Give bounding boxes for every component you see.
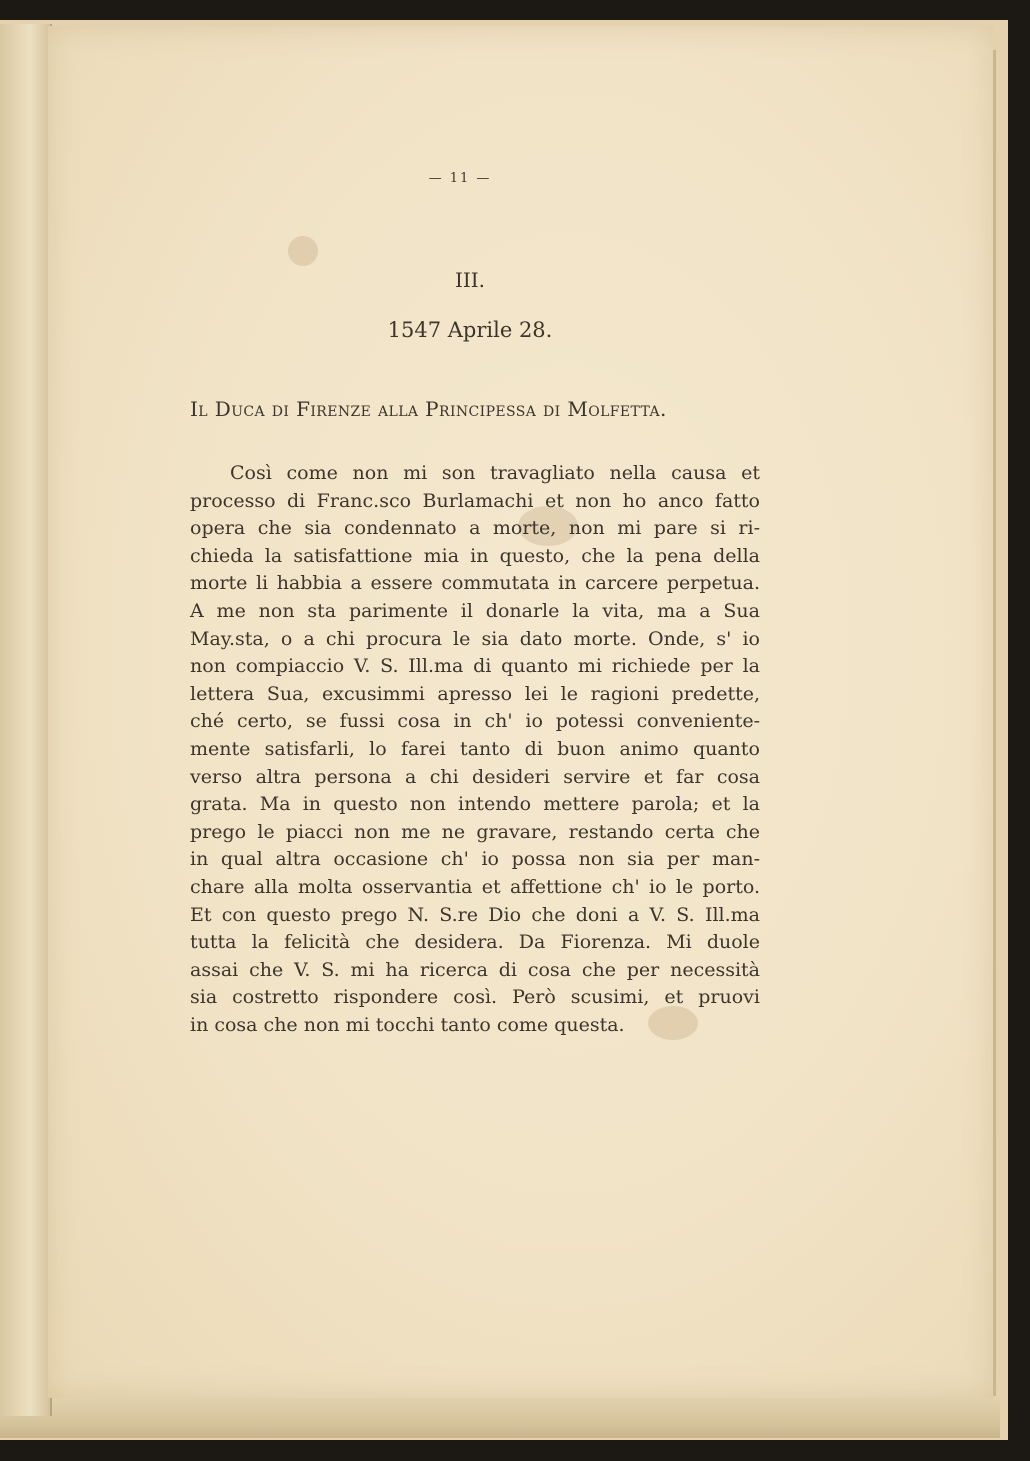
body-line: grata. Ma in questo non intendo mettere parola; et la [190,793,760,816]
body-line: in cosa che non mi tocchi tanto come questa. [190,1013,625,1036]
body-line: lettera Sua, excusimmi apresso lei le ragioni predette, [190,682,760,705]
page-bottom-edge [0,1396,1000,1438]
left-leaf-edge [0,24,52,1416]
body-line: May.sta, o a chi procura le sia dato morte. Onde, s' io [190,627,760,650]
body-line: ché certo, se fussi cosa in ch' io potessi conveniente- [190,710,760,733]
body-line: chieda la satisfattione mia in questo, che la pena della [190,544,760,567]
body-line: Così come non mi son travagliato nella causa et [230,462,760,484]
letter-date: 1547 Aprile 28. [387,318,553,342]
body-line: Et con questo prego N. S.re Dio che doni a V. S. Ill.ma [190,903,760,926]
letter-body [190,460,760,1039]
page-number: — 11 — [428,171,492,186]
body-line: in qual altra occasione ch' io possa non sia per man- [190,848,760,871]
letter-heading: Il Duca di Firenze alla Principessa di Molfetta. [190,397,667,421]
body-line: chare alla molta osservantia et affettione ch' io le porto. [190,875,760,898]
body-line: morte li habbia a essere commutata in carcere perpetua. [190,572,760,595]
body-line: mente satisfarli, lo farei tanto di buon animo quanto [190,737,760,760]
body-line: verso altra persona a chi desideri servire et far cosa [190,765,760,788]
body-line: non compiaccio V. S. Ill.ma di quanto mi richiede per la [190,655,760,678]
body-line: processo di Franc.sco Burlamachi et non ho anco fatto [190,489,760,512]
body-line: assai che V. S. mi ha ricerca di cosa che per necessità [190,958,760,981]
body-line: opera che sia condennato a morte, non mi pare si ri- [190,517,760,540]
body-line: tutta la felicità che desidera. Da Fiorenza. Mi duole [190,931,760,954]
foxing-spot [288,236,318,266]
body-line: A me non sta parimente il donarle la vita, ma a Sua [190,599,760,622]
body-line: sia costretto rispondere così. Però scusimi, et pruovi [190,986,760,1009]
letter-number: III. [454,268,486,292]
body-line: prego le piacci non me ne gravare, restando certa che [190,820,760,843]
